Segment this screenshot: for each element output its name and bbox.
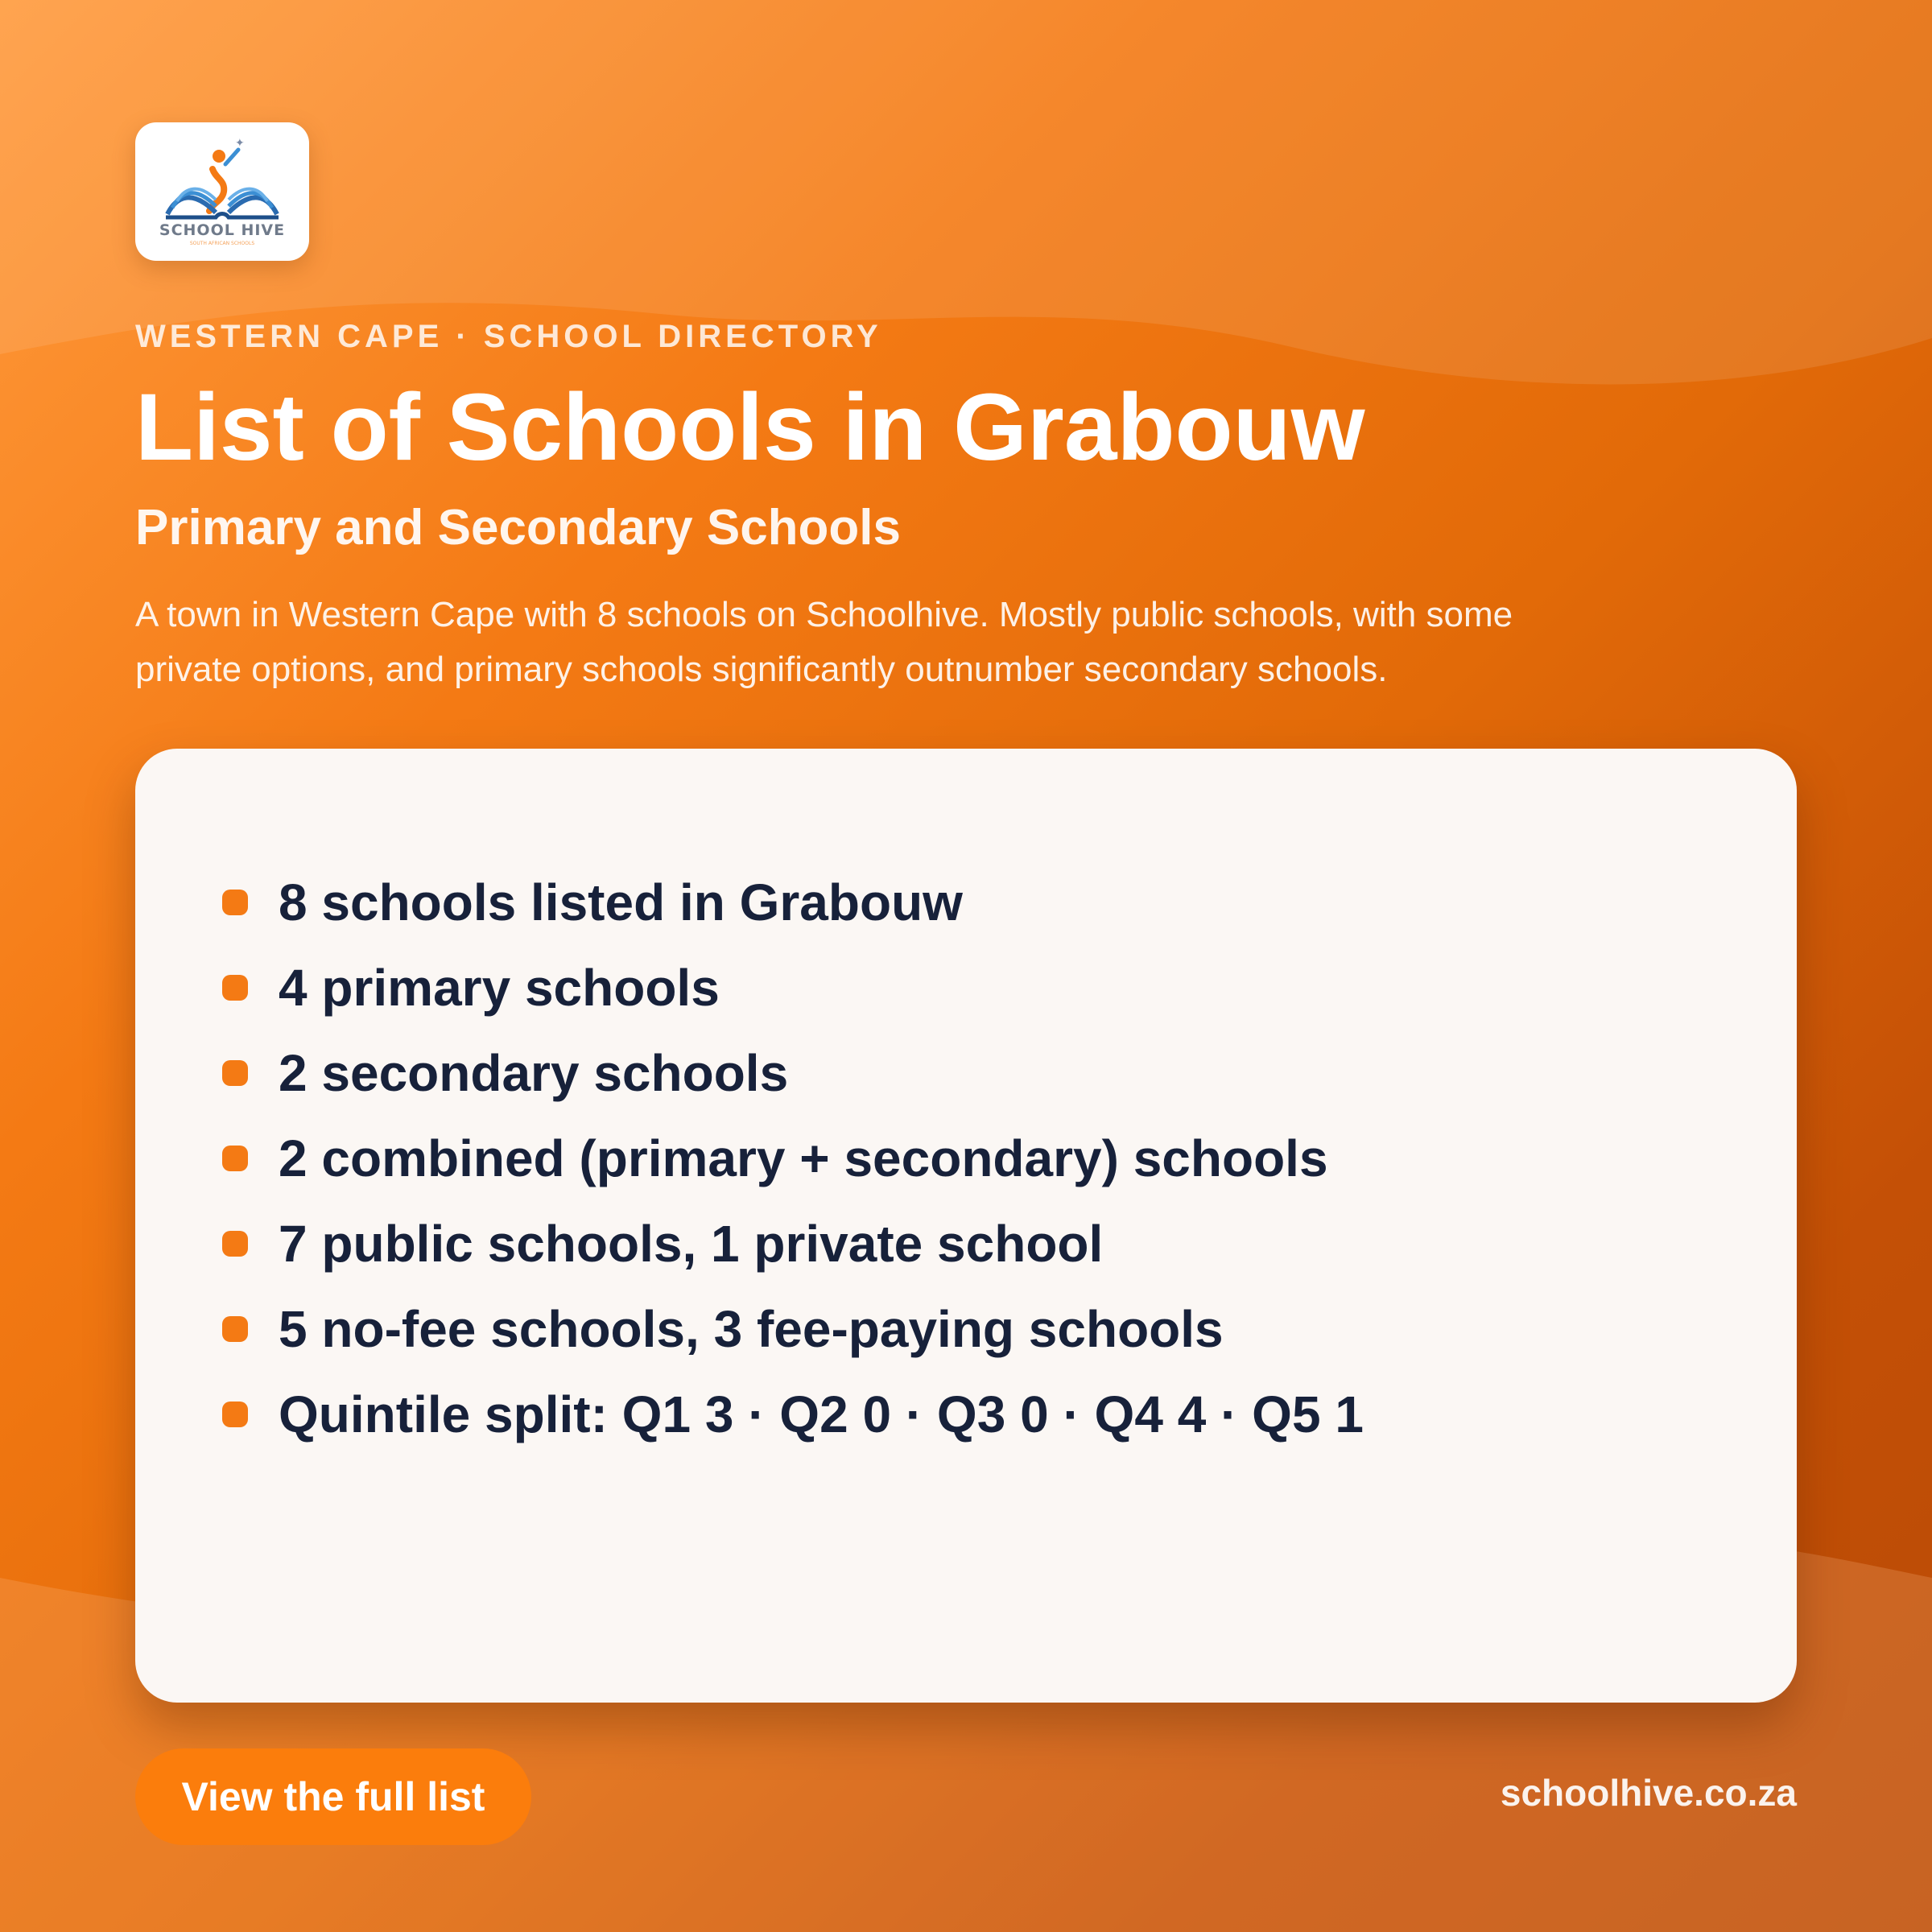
logo-tagline: SOUTH AFRICAN SCHOOLS xyxy=(189,241,255,246)
bullet-icon xyxy=(222,890,248,915)
eyebrow-label: WESTERN CAPE · SCHOOL DIRECTORY xyxy=(135,319,882,354)
bullet-icon xyxy=(222,1316,248,1342)
fact-text: 5 no-fee schools, 3 fee-paying schools xyxy=(279,1300,1224,1358)
school-hive-logo xyxy=(135,122,309,261)
site-link[interactable]: schoolhive.co.za xyxy=(1500,1772,1797,1814)
logo-wordmark: SCHOOL HIVE xyxy=(159,221,286,239)
bullet-icon xyxy=(222,975,248,1001)
bullet-icon xyxy=(222,1402,248,1427)
fact-text: 4 primary schools xyxy=(279,959,720,1017)
fact-text: 7 public schools, 1 private school xyxy=(279,1215,1104,1273)
bullet-icon xyxy=(222,1146,248,1171)
view-full-list-button[interactable]: View the full list xyxy=(135,1748,531,1845)
facts-card xyxy=(135,749,1797,1703)
fact-text: 2 combined (primary + secondary) schools xyxy=(279,1129,1328,1187)
intro-description: A town in Western Cape with 8 schools on Schoolhive. Mostly public schools, with some private options, and primary schools significantly outnumber secondary schools. xyxy=(135,595,1513,689)
page-title: List of Schools in Grabouw xyxy=(135,374,1365,481)
facts-list xyxy=(222,845,1364,1472)
fact-text: 8 schools listed in Grabouw xyxy=(279,873,963,931)
bullet-icon xyxy=(222,1060,248,1086)
fact-item xyxy=(222,1357,1364,1472)
page-subtitle: Primary and Secondary Schools xyxy=(135,500,902,555)
svg-text:✦: ✦ xyxy=(235,137,245,150)
fact-text: 2 secondary schools xyxy=(279,1044,789,1102)
bullet-icon xyxy=(222,1231,248,1257)
fact-text: Quintile split: Q1 3 · Q2 0 · Q3 0 · Q4 4 · Q5 1 xyxy=(279,1385,1364,1443)
